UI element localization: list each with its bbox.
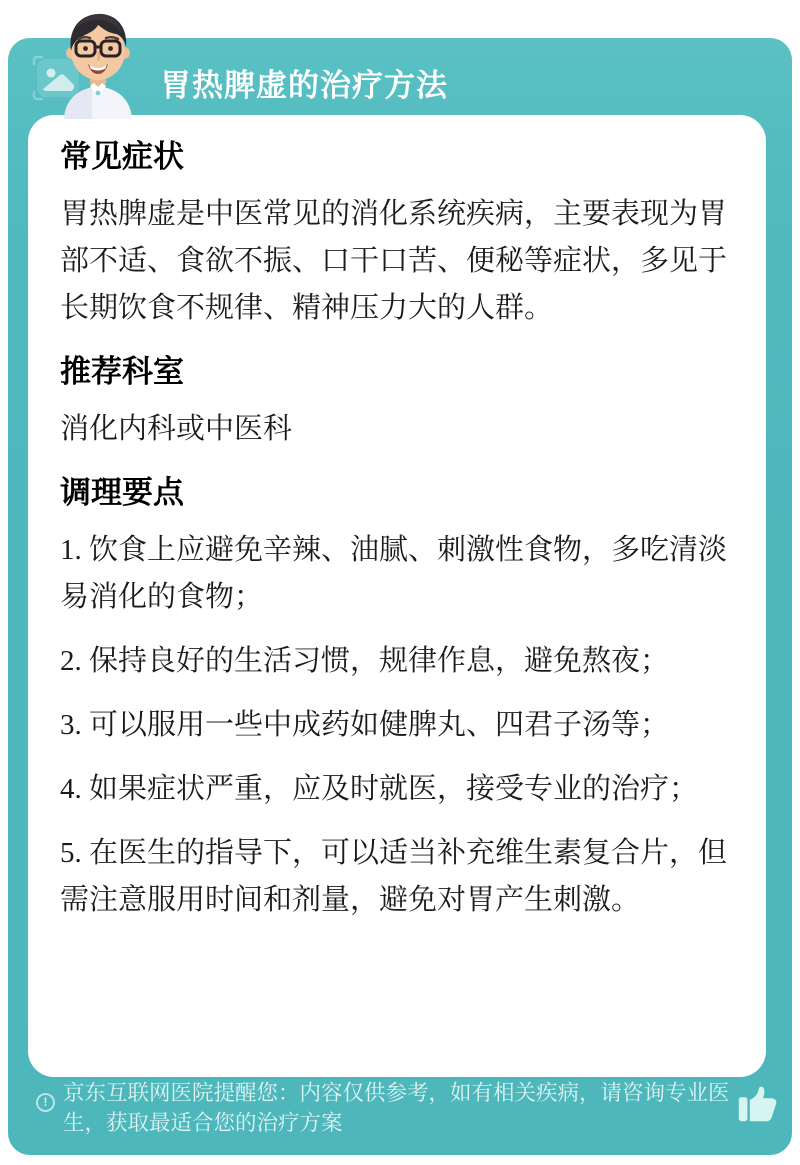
footer-disclaimer (24, 1078, 780, 1138)
teal-panel (8, 38, 792, 1155)
list-item-2: 2. 保持良好的生活习惯，规律作息，避免熬夜； (60, 645, 670, 677)
list-item-4: 4. 如果症状严重，应及时就医，接受专业的治疗； (60, 773, 699, 805)
thumbs-up-icon[interactable] (734, 1082, 780, 1126)
disclaimer-text: 京东互联网医院提醒您：内容仅供参考，如有相关疾病，请咨询专业医生，获取最适合您的治疗方案 (63, 1081, 730, 1135)
section-heading-department: 推荐科室 (60, 354, 184, 389)
section-body-department: 消化内科或中医科 (60, 413, 293, 445)
page-title: 胃热脾虚的治疗方法 (160, 68, 448, 103)
doctor-avatar (50, 7, 146, 119)
section-heading-care-points: 调理要点 (60, 475, 184, 510)
list-item-1: 1. 饮食上应避免辛辣、油腻、刺激性食物，多吃清淡易消化的食物； (60, 534, 728, 613)
content-card (28, 115, 766, 1077)
list-item-5: 5. 在医生的指导下，可以适当补充维生素复合片，但需注意服用时间和剂量，避免对胃产生刺激。 (60, 837, 728, 916)
info-icon: ! (36, 1093, 55, 1112)
list-item-3: 3. 可以服用一些中成药如健脾丸、四君子汤等； (60, 709, 670, 741)
section-heading-symptoms: 常见症状 (60, 139, 184, 174)
section-body-symptoms: 胃热脾虚是中医常见的消化系统疾病，主要表现为胃部不适、食欲不振、口干口苦、便秘等症状，多见于长期饮食不规律、精神压力大的人群。 (60, 198, 728, 324)
